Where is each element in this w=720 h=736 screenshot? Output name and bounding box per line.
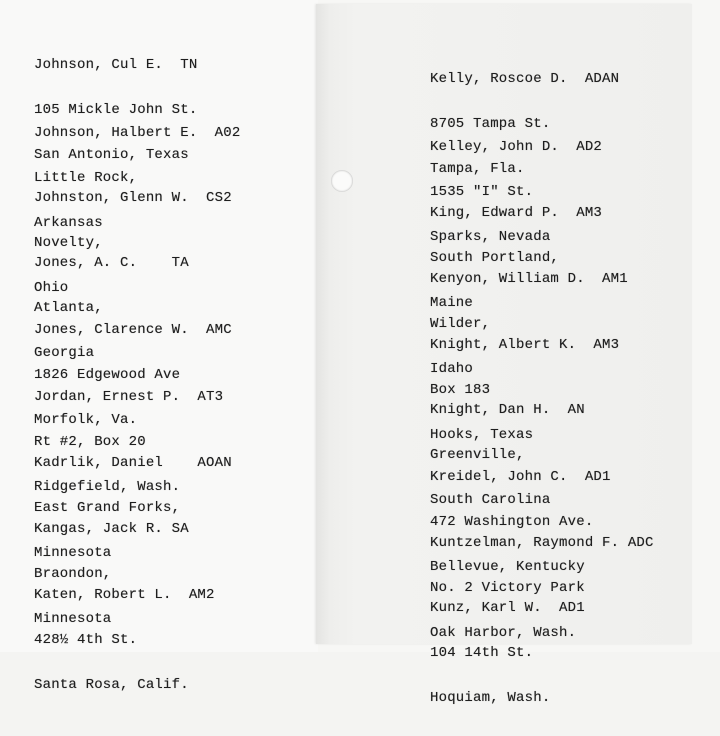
address-line: 104 14th St. (430, 645, 534, 661)
address-line: 8705 Tampa St. (430, 116, 551, 132)
name-rank: Kelley, John D. AD2 (430, 139, 603, 155)
address-line: East Grand Forks, (34, 500, 181, 516)
address-line: 105 Mickle John St. (34, 102, 198, 118)
name-rank: Knight, Dan H. AN (430, 402, 585, 418)
name-rank: Jones, Clarence W. AMC (34, 322, 232, 338)
roster-entry (34, 558, 215, 723)
city-line: Hoquiam, Wash. (430, 690, 551, 706)
city-line: Hooks, Texas (430, 427, 534, 443)
city-line: San Antonio, Texas (34, 147, 189, 163)
address-line: Braondon, (34, 566, 112, 582)
city-line: Bellevue, Kentucky (430, 559, 585, 575)
name-rank: Jordan, Ernest P. AT3 (34, 389, 224, 405)
address-line: Greenville, (430, 447, 525, 463)
city-line: Georgia (34, 345, 95, 361)
address-line: Rt #2, Box 20 (34, 434, 146, 450)
city-line: Ohio (34, 280, 69, 296)
city-line: Minnesota (34, 545, 112, 561)
name-rank: Kelly, Roscoe D. ADAN (430, 71, 620, 87)
city-line: Maine (430, 295, 474, 311)
address-line: Little Rock, (34, 170, 138, 186)
name-rank: Johnson, Halbert E. A02 (34, 125, 241, 141)
city-line: Santa Rosa, Calif. (34, 677, 189, 693)
name-rank: Knight, Albert K. AM3 (430, 337, 620, 353)
city-line: Idaho (430, 361, 474, 377)
name-rank: Katen, Robert L. AM2 (34, 587, 215, 603)
address-line: No. 2 Victory Park (430, 580, 585, 596)
name-rank: Kangas, Jack R. SA (34, 521, 189, 537)
address-line: Box 183 (430, 382, 491, 398)
name-rank: Jones, A. C. TA (34, 255, 189, 271)
address-line: 1826 Edgewood Ave (34, 367, 181, 383)
city-line: South Carolina (430, 492, 551, 508)
city-line: Morfolk, Va. (34, 412, 138, 428)
name-rank: Kadrlik, Daniel AOAN (34, 455, 232, 471)
name-rank: Kunz, Karl W. AD1 (430, 600, 585, 616)
address-line: Novelty, (34, 235, 103, 251)
city-line: Oak Harbor, Wash. (430, 625, 577, 641)
address-line: Atlanta, (34, 300, 103, 316)
city-line: Minnesota (34, 611, 112, 627)
address-line: 472 Washington Ave. (430, 514, 594, 530)
city-line: Ridgefield, Wash. (34, 479, 181, 495)
name-rank: Kreidel, John C. AD1 (430, 469, 611, 485)
city-line: Arkansas (34, 215, 103, 231)
name-rank: Johnston, Glenn W. CS2 (34, 190, 232, 206)
roster-entry (430, 571, 585, 736)
name-rank: King, Edward P. AM3 (430, 205, 603, 221)
address-line: Wilder, (430, 316, 491, 332)
address-line: South Portland, (430, 250, 560, 266)
name-rank: Johnson, Cul E. TN (34, 57, 198, 73)
address-line: 1535 "I" St. (430, 184, 534, 200)
name-rank: Kuntzelman, Raymond F. ADC (430, 535, 654, 551)
punch-hole (331, 170, 353, 192)
address-line: 428½ 4th St. (34, 632, 138, 648)
name-rank: Kenyon, William D. AM1 (430, 271, 628, 287)
city-line: Tampa, Fla. (430, 161, 525, 177)
city-line: Sparks, Nevada (430, 229, 551, 245)
